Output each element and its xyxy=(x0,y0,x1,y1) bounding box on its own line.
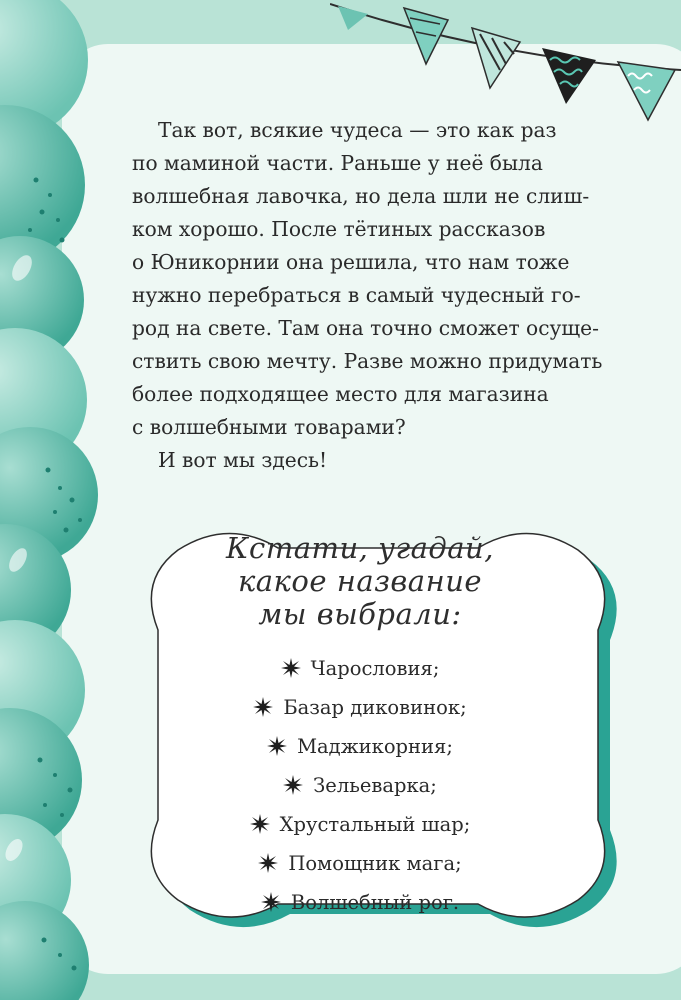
list-item-label: Чарословия; xyxy=(310,657,440,680)
heading-line: Кстати, угадай, xyxy=(226,531,494,565)
list-item xyxy=(140,688,580,727)
story-line: род на свете. Там она точно сможет осуще- xyxy=(132,316,599,340)
list-item xyxy=(140,766,580,805)
list-item xyxy=(140,844,580,883)
list-item-label: Маджикорния; xyxy=(297,735,453,758)
box-heading xyxy=(140,532,580,631)
star-bullet-icon xyxy=(283,775,303,795)
star-bullet-icon xyxy=(261,892,281,912)
story-line: Так вот, всякие чудеса — это как раз xyxy=(158,118,557,142)
star-bullet-icon xyxy=(253,697,273,717)
star-bullet-icon xyxy=(267,736,287,756)
heading-line: мы выбрали: xyxy=(258,597,462,631)
story-line: с волшебными товарами? xyxy=(132,415,406,439)
star-bullet-icon xyxy=(281,658,301,678)
story-line: нужно перебраться в самый чудесный го- xyxy=(132,283,581,307)
list-item-label: Хрустальный шар; xyxy=(279,813,471,836)
list-item-label: Зельеварка; xyxy=(313,774,437,797)
story-line: И вот мы здесь! xyxy=(158,448,328,472)
list-item-label: Помощник мага; xyxy=(288,852,462,875)
story-line: ком хорошо. После тётиных рассказов xyxy=(132,217,546,241)
star-bullet-icon xyxy=(258,853,278,873)
bunting-flags-decoration xyxy=(330,0,681,130)
list-item xyxy=(140,883,580,922)
story-line: о Юникорнии она решила, что нам тоже xyxy=(132,250,570,274)
list-item-label: Базар диковинок; xyxy=(283,696,467,719)
list-item xyxy=(140,727,580,766)
star-bullet-icon xyxy=(250,814,270,834)
story-text xyxy=(132,114,602,477)
story-line: ствить свою мечту. Разве можно придумать xyxy=(132,349,603,373)
name-options-box xyxy=(140,532,580,922)
heading-line: какое название xyxy=(237,564,483,598)
story-line: по маминой части. Раньше у неё была xyxy=(132,151,543,175)
list-item xyxy=(140,649,580,688)
story-line: волшебная лавочка, но дела шли не слиш- xyxy=(132,184,590,208)
balloons-decoration xyxy=(0,0,120,1000)
list-item-label: Волшебный рог. xyxy=(290,891,460,914)
story-line: более подходящее место для магазина xyxy=(132,382,549,406)
name-options-list xyxy=(140,649,580,922)
list-item xyxy=(140,805,580,844)
